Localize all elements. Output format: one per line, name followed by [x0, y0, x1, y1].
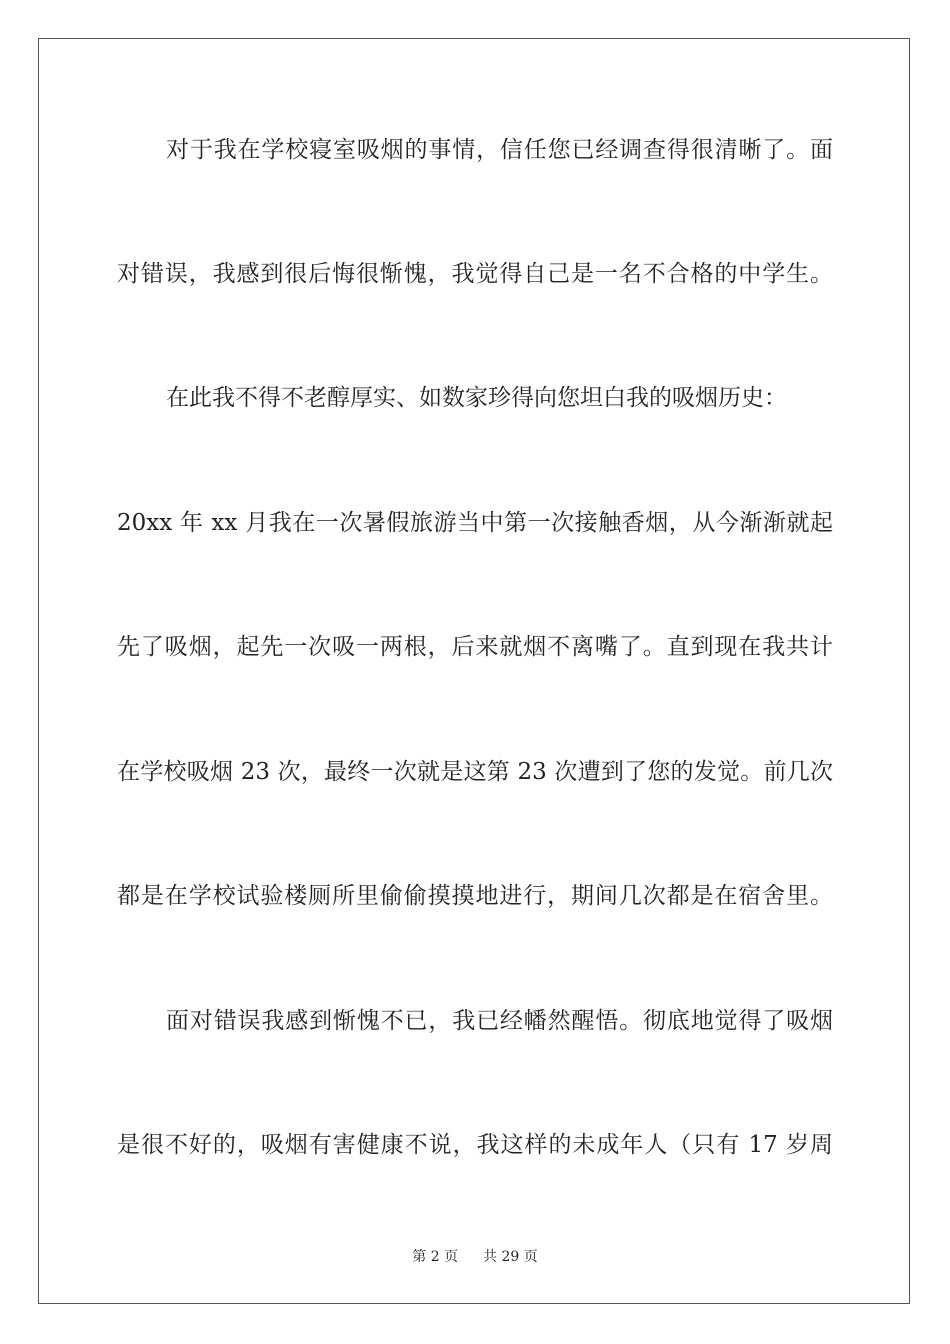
paragraph-line: 是很不好的，吸烟有害健康不说，我这样的未成年人（只有 17 岁周 — [117, 1132, 833, 1158]
paragraph-line: 都是在学校试验楼厕所里偷偷摸摸地进行，期间几次都是在宿舍里。 — [117, 883, 833, 909]
page-frame — [38, 38, 910, 1304]
paragraph-line: 在学校吸烟 23 次，最终一次就是这第 23 次遭到了您的发觉。前几次 — [117, 759, 833, 785]
page-total: 共 29 页 — [483, 1249, 538, 1265]
page-footer — [0, 1246, 950, 1266]
paragraph-line: 面对错误我感到惭愧不已，我已经幡然醒悟。彻底地觉得了吸烟 — [166, 1008, 833, 1034]
paragraph-line: 对错误，我感到很后悔很惭愧，我觉得自己是一名不合格的中学生。 — [117, 261, 833, 287]
paragraph-line: 对于我在学校寝室吸烟的事情，信任您已经调查得很清晰了。面 — [166, 137, 833, 163]
paragraph-line: 在此我不得不老醇厚实、如数家珍得向您坦白我的吸烟历史： — [166, 385, 787, 411]
page-number: 第 2 页 — [412, 1249, 459, 1265]
paragraph-line: 20xx 年 xx 月我在一次暑假旅游当中第一次接触香烟，从今渐渐就起 — [117, 510, 833, 536]
paragraph-line: 先了吸烟，起先一次吸一两根，后来就烟不离嘴了。直到现在我共计 — [117, 634, 833, 660]
